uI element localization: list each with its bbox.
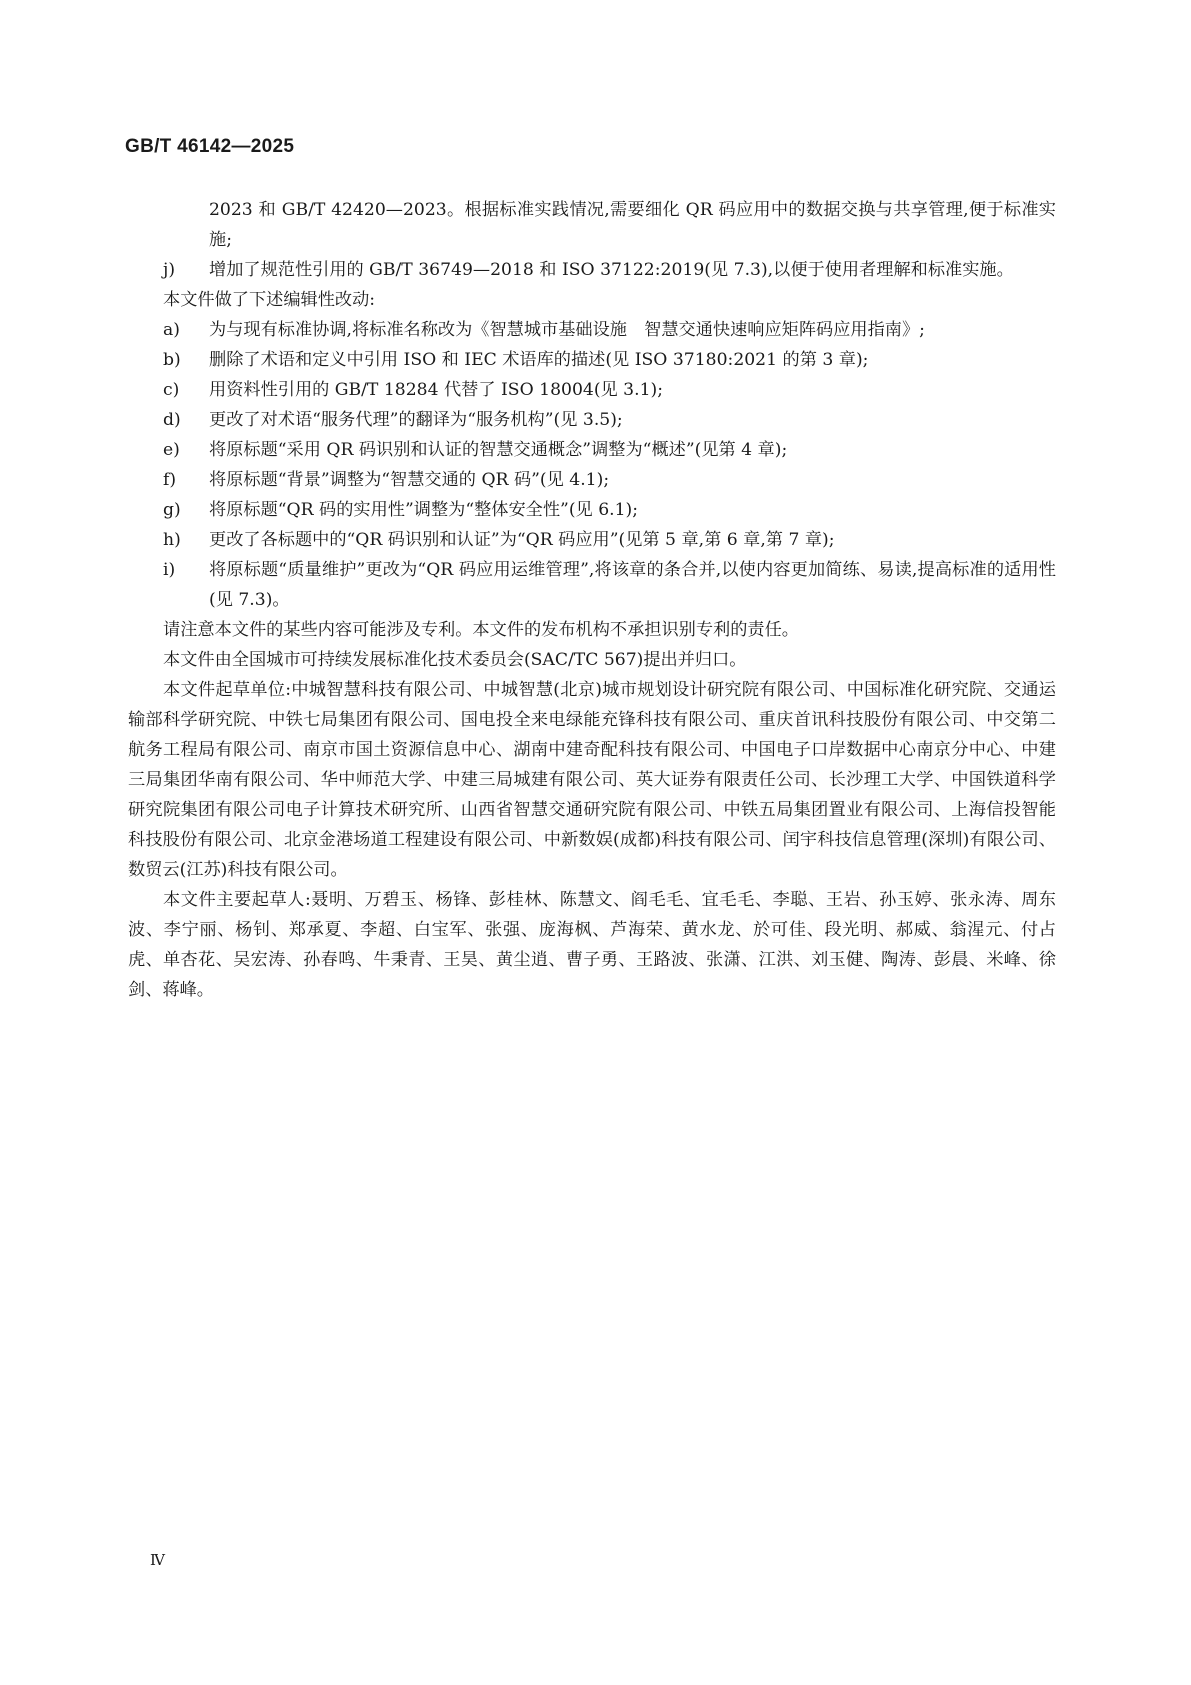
list-item-text: 将原标题“QR 码的实用性”调整为“整体安全性”(见 6.1);	[209, 500, 639, 520]
main-drafters: 本文件主要起草人:聂明、万碧玉、杨锋、彭桂林、陈慧文、阎毛毛、宜毛毛、李聪、王岩、孙玉婷、张永涛、周东波、李宁丽、杨钊、郑承夏、李超、白宝军、张强、庞海枫、芦海荣、黄水龙、於可佳、段光明、郝威、翁湦元、付占虎、单杏花、吴宏涛、孙春鸣、牛秉青、王昊、黄尘逍、曹子勇、王路波、张潇、江洪、刘玉健、陶涛、彭晨、米峰、徐剑、蒋峰。	[128, 890, 1056, 1000]
editorial-item-b	[163, 345, 1056, 375]
list-item-label: d)	[163, 410, 181, 430]
patent-notice: 请注意本文件的某些内容可能涉及专利。本文件的发布机构不承担识别专利的责任。	[163, 620, 799, 640]
list-item-j	[163, 255, 1056, 285]
list-item-text: 删除了术语和定义中引用 ISO 和 IEC 术语库的描述(见 ISO 37180:2021 的第 3 章);	[209, 350, 869, 370]
editorial-item-f	[163, 465, 1056, 495]
list-item-label: a)	[163, 320, 180, 340]
list-item-text: 更改了各标题中的“QR 码识别和认证”为“QR 码应用”(见第 5 章,第 6 章,第 7 章);	[209, 530, 835, 550]
list-item-text: 将原标题“采用 QR 码识别和认证的智慧交通概念”调整为“概述”(见第 4 章);	[209, 440, 788, 460]
list-item-label: h)	[163, 530, 181, 550]
list-item-label: b)	[163, 350, 181, 370]
list-item-text: 为与现有标准协调,将标准名称改为《智慧城市基础设施 智慧交通快速响应矩阵码应用指南》;	[209, 320, 925, 340]
list-item-label: e)	[163, 440, 180, 460]
list-item-text: 更改了对术语“服务代理”的翻译为“服务机构”(见 3.5);	[209, 410, 623, 430]
list-item-label: j)	[163, 260, 176, 280]
list-item-text: 增加了规范性引用的 GB/T 36749—2018 和 ISO 37122:2019(见 7.3),以便于使用者理解和标准实施。	[209, 260, 1014, 280]
editorial-item-g	[163, 495, 1056, 525]
document-body	[128, 195, 1056, 1005]
editorial-item-d	[163, 405, 1056, 435]
editorial-item-e	[163, 435, 1056, 465]
list-item-label: g)	[163, 500, 181, 520]
continued-item-text: 2023 和 GB/T 42420—2023。根据标准实践情况,需要细化 QR 码应用中的数据交换与共享管理,便于标准实施;	[209, 200, 1056, 250]
editorial-item-i	[163, 555, 1056, 615]
document-code-header: GB/T 46142—2025	[125, 136, 295, 157]
list-item-label: i)	[163, 560, 176, 580]
drafting-units: 本文件起草单位:中城智慧科技有限公司、中城智慧(北京)城市规划设计研究院有限公司、中国标准化研究院、交通运输部科学研究院、中铁七局集团有限公司、国电投全来电绿能充锋科技有限公司、重庆首讯科技股份有限公司、中交第二航务工程局有限公司、南京市国土资源信息中心、湖南中建奇配科技有限公司、中国电子口岸数据中心南京分中心、中建三局集团华南有限公司、华中师范大学、中建三局城建有限公司、英大证券有限责任公司、长沙理工大学、中国铁道科学研究院集团有限公司电子计算技术研究所、山西省智慧交通研究院有限公司、中铁五局集团置业有限公司、上海信投智能科技股份有限公司、北京金港场道工程建设有限公司、中新数娱(成都)科技有限公司、闰宇科技信息管理(深圳)有限公司、数贸云(江苏)科技有限公司。	[128, 680, 1056, 880]
proposer-statement: 本文件由全国城市可持续发展标准化技术委员会(SAC/TC 567)提出并归口。	[163, 650, 747, 670]
editorial-intro: 本文件做了下述编辑性改动:	[163, 290, 376, 310]
editorial-item-c	[163, 375, 1056, 405]
list-item-text: 将原标题“质量维护”更改为“QR 码应用运维管理”,将该章的条合并,以使内容更加简练、易读,提高标准的适用性(见 7.3)。	[209, 560, 1056, 610]
editorial-item-a	[163, 315, 1056, 345]
page-number: Ⅳ	[150, 1553, 165, 1569]
list-item-label: c)	[163, 380, 180, 400]
list-item-text: 用资料性引用的 GB/T 18284 代替了 ISO 18004(见 3.1);	[209, 380, 664, 400]
list-item-label: f)	[163, 470, 177, 490]
list-item-text: 将原标题“背景”调整为“智慧交通的 QR 码”(见 4.1);	[209, 470, 610, 490]
editorial-item-h	[163, 525, 1056, 555]
